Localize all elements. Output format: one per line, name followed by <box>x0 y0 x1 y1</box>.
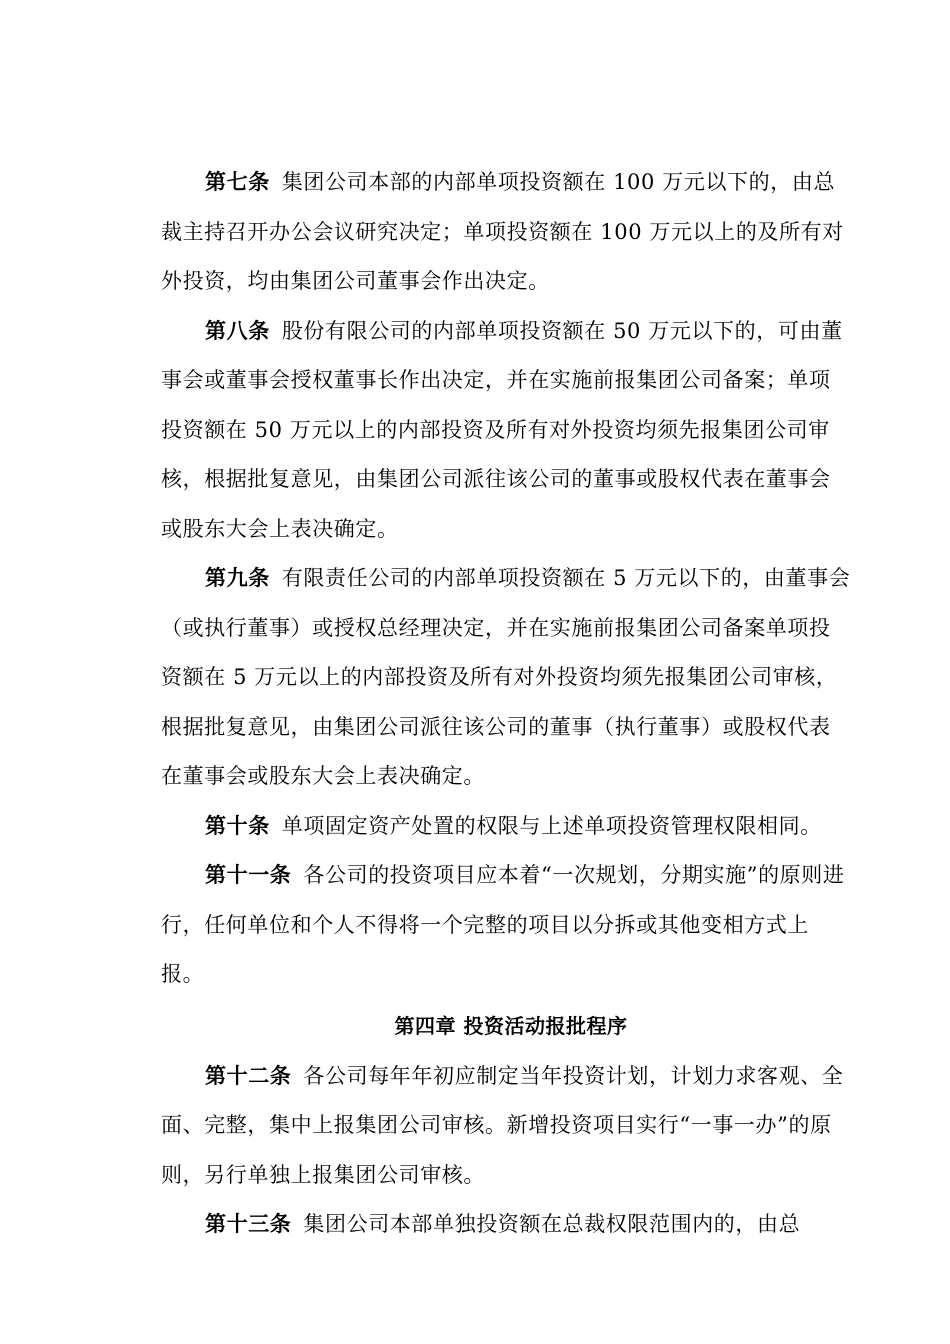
chapter-heading: 第四章 投资活动报批程序 <box>394 1013 628 1038</box>
article-text: 集团公司本部单独投资额在总裁权限范围内的，由总 <box>303 1212 801 1236</box>
article-text: 各公司每年年初应制定当年投资计划，计划力求客观、全面、完整，集中上报集团公司审核。新增投资项目实行“一事一办”的原则，另行单独上报集团公司审核。 <box>161 1063 844 1187</box>
article-10 <box>161 802 851 852</box>
article-13 <box>161 1200 851 1250</box>
article-text: 各公司的投资项目应本着“一次规划，分期实施”的原则进行，任何单位和个人不得将一个完整的项目以分拆或其他变相方式上报。 <box>161 863 845 986</box>
article-label: 第八条 <box>205 318 270 343</box>
article-text: 集团公司本部的内部单项投资额在 100 万元以下的，由总裁主持召开办公会议研究决定；单项投资额在 100 万元以上的及所有对外投资，均由集团公司董事会作出决定。 <box>161 170 844 293</box>
article-9 <box>161 554 851 802</box>
article-label: 第十二条 <box>205 1063 292 1088</box>
article-label: 第十三条 <box>205 1212 292 1236</box>
article-text: 股份有限公司的内部单项投资额在 50 万元以下的，可由董事会或董事会授权董事长作出决定，并在实施前报集团公司备案；单项投资额在 50 万元以上的内部投资及所有对外投资均须先报集团公司审核，根据批复意见，由集团公司派往该公司的董事或股权代表在董事会或股东大会上表决确定。 <box>161 318 843 541</box>
article-7 <box>161 158 851 307</box>
article-11 <box>161 851 851 1000</box>
article-text: 单项固定资产处置的权限与上述单项投资管理权限相同。 <box>281 813 822 838</box>
article-label: 第九条 <box>205 566 270 590</box>
article-label: 第十条 <box>205 813 270 838</box>
article-label: 第七条 <box>205 170 270 194</box>
article-12 <box>161 1052 851 1201</box>
document-body <box>161 158 851 1250</box>
article-label: 第十一条 <box>205 863 292 887</box>
article-text: 有限责任公司的内部单项投资额在 5 万元以下的，由董事会（或执行董事）或授权总经理决定，并在实施前报集团公司备案单项投资额在 5 万元以上的内部投资及所有对外投资均须先报集团公司审核，根据批复意见，由集团公司派往该公司的董事（执行董事）或股权代表在董事会或股东大会上表决确定。 <box>161 566 851 788</box>
article-8 <box>161 307 851 555</box>
